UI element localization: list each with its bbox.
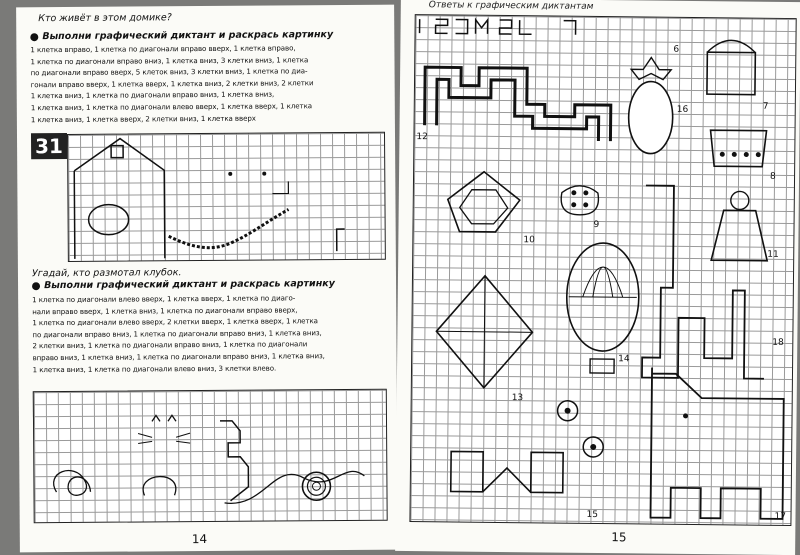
dictation-line: 1 клетка вправо, 1 клетка по диагонали вправо вверх, 1 клетка вправо, xyxy=(30,43,296,55)
dictation-line: по диагонали вправо вверх, 5 клеток вниз, 3 клетки вниз, 1 клетка по диа- xyxy=(30,66,308,78)
task-instruction-1 xyxy=(30,29,333,42)
left-page xyxy=(16,5,398,553)
dictation-line: 1 клетка по диагонали влево вверх, 2 клетки вверх, 1 клетка вверх, 1 клетка xyxy=(32,316,318,328)
answers-header: Ответы к графическим диктантам xyxy=(428,0,594,12)
answer-label: 17 xyxy=(774,511,786,522)
answer-label: 15 xyxy=(586,509,599,521)
dictation-line: 1 клетка по диагонали влево вверх, 1 клетка вверх, 1 клетка по диаго- xyxy=(32,293,296,305)
page-number-right: 15 xyxy=(611,530,627,545)
dictation-line: нали вправо вверх, 1 клетка вниз, 1 клетка по диагонали вправо вверх, xyxy=(32,304,298,316)
cat-and-yarn-drawing xyxy=(34,390,387,522)
answer-label: 7 xyxy=(762,101,769,112)
house-drawing xyxy=(68,133,385,261)
dictation-text-2 xyxy=(32,292,325,375)
answer-label: 9 xyxy=(593,219,600,231)
answer-label: 12 xyxy=(416,132,428,143)
answer-label: 18 xyxy=(772,337,784,348)
bullet-icon xyxy=(32,282,40,290)
dictation-line: по диагонали вправо вниз, 1 клетка по диагонали вправо вниз, 1 клетка вниз, xyxy=(32,327,322,340)
dictation-line: 1 клетка вниз, 1 клетка вверх, 2 клетки вниз, 1 клетка вверх xyxy=(30,113,256,124)
task-question-2: Угадай, кто размотал клубок. xyxy=(31,267,182,280)
dictation-line: 1 клетка вниз, 1 клетка по диагонали вправо вниз, 1 клетка вниз, xyxy=(30,89,275,101)
dictation-line: 1 клетка вниз, 1 клетка по диагонали влево вниз, 3 клетки влево. xyxy=(32,363,277,374)
grid-31 xyxy=(67,132,386,262)
bullet-icon xyxy=(30,33,38,41)
answer-label: 16 xyxy=(676,104,689,115)
instruction-text-2: Выполни графический диктант и раскрась картинку xyxy=(44,278,335,292)
task-number-31: 31 xyxy=(31,133,67,159)
grid-32 xyxy=(33,389,388,523)
dictation-text-1 xyxy=(30,42,313,125)
answer-label: 13 xyxy=(511,393,524,404)
right-page xyxy=(395,0,800,555)
instruction-text-1: Выполни графический диктант и раскрась картинку xyxy=(42,29,334,43)
answer-label: 10 xyxy=(523,235,535,246)
answers-grid xyxy=(409,14,796,526)
dictation-line: гонали вправо вверх, 1 клетка вверх, 1 клетка вниз, 2 клетки вниз, 2 клетки xyxy=(30,78,314,90)
answer-label: 11 xyxy=(767,249,779,260)
dictation-line: 1 клетка вниз, 1 клетка по диагонали влево вверх, 1 клетка вверх, 1 клетка xyxy=(30,101,313,113)
task-instruction-2 xyxy=(32,278,335,291)
answers-drawings xyxy=(410,15,795,525)
page-number-left: 14 xyxy=(191,532,208,547)
dictation-line: 1 клетка по диагонали вправо вниз, 1 клетка вниз, 3 клетки вниз, 1 клетка xyxy=(30,54,309,66)
task-question-1: Кто живёт в этом домике? xyxy=(38,12,172,25)
answer-label: 14 xyxy=(618,354,630,365)
dictation-line: вправо вниз, 1 клетка вниз, 1 клетка по диагонали вправо вниз, 1 клетка вниз, xyxy=(32,351,325,363)
dictation-line: 2 клетки вниз, 1 клетка по диагонали вправо вниз, 1 клетка по диагонали xyxy=(32,339,308,351)
answer-label: 8 xyxy=(770,171,776,182)
answer-label: 6 xyxy=(673,44,680,55)
